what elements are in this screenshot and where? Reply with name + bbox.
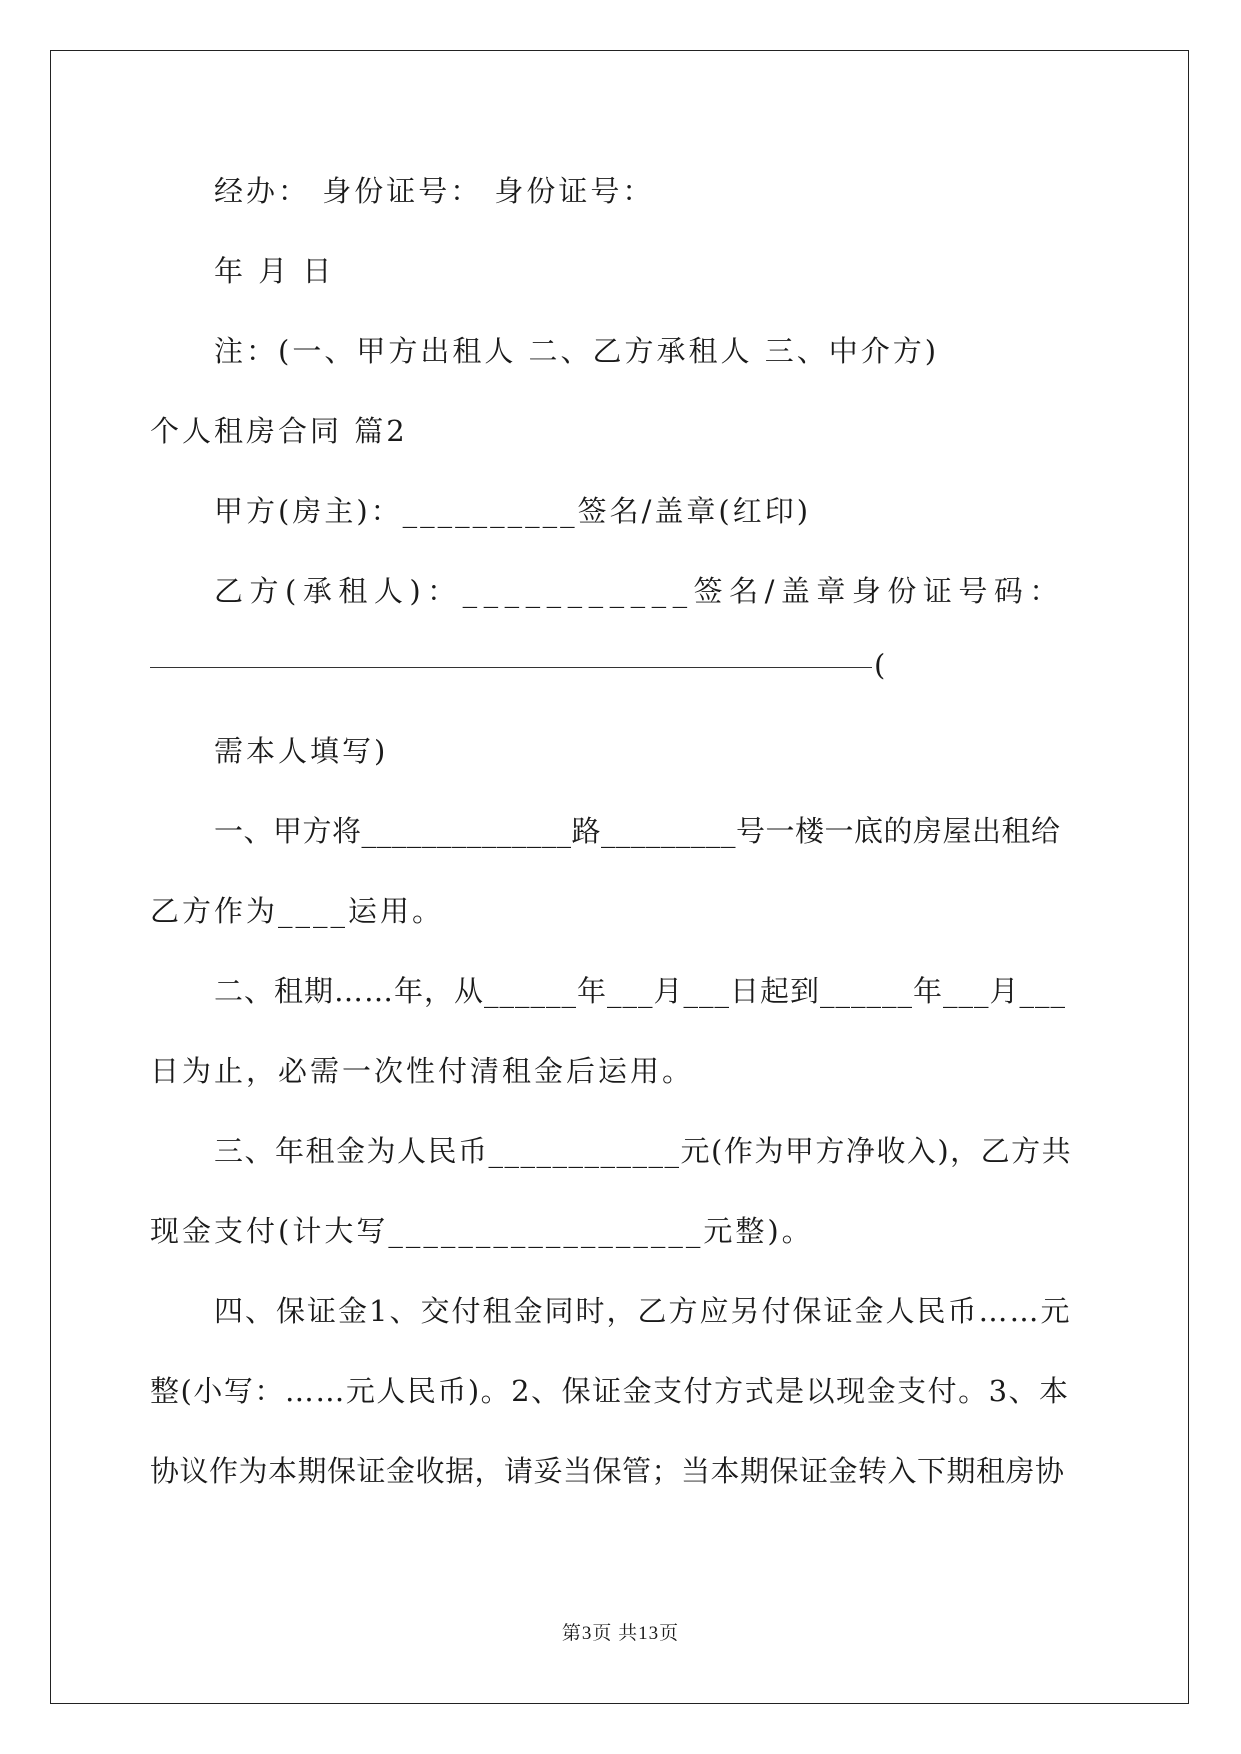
party-a-line: 甲方(房主)：__________签名/盖章(红印) [214,494,812,528]
clause-2-line-1: 二、租期……年，从______年___月___日起到______年___月___ [214,974,1067,1008]
clause-4-line-2: 整(小写：……元人民币)。2、保证金支付方式是以现金支付。3、本 [150,1374,1070,1408]
section-heading: 个人租房合同 篇2 [150,414,408,448]
clause-1-line-1: 一、甲方将______________路_________号一楼一底的房屋出租给 [214,814,1061,848]
signature-agent-line: 经办： 身份证号： 身份证号： [214,174,655,208]
id-number-blank [150,667,872,668]
note-line: 注：(一、甲方出租人 二、乙方承租人 三、中介方) [214,334,940,368]
fill-note-line: 需本人填写) [214,734,389,768]
clause-4-line-1: 四、保证金1、交付租金同时，乙方应另付保证金人民币……元 [214,1294,1072,1328]
clause-2-line-2: 日为止，必需一次性付清租金后运用。 [150,1054,695,1088]
open-paren: ( [874,648,889,682]
clause-3-line-1: 三、年租金为人民币____________元(作为甲方净收入)，乙方共 [214,1134,1073,1168]
clause-3-line-2: 现金支付(计大写__________________元整)。 [150,1214,814,1248]
clause-1-line-2: 乙方作为____运用。 [150,894,445,928]
party-b-line: 乙方(承租人)：___________签名/盖章身份证号码： [214,574,1065,608]
date-line: 年 月 日 [214,254,335,288]
clause-4-line-3: 协议作为本期保证金收据，请妥当保管；当本期保证金转入下期租房协 [150,1454,1065,1488]
page-number-footer: 第3页 共13页 [561,1623,680,1644]
